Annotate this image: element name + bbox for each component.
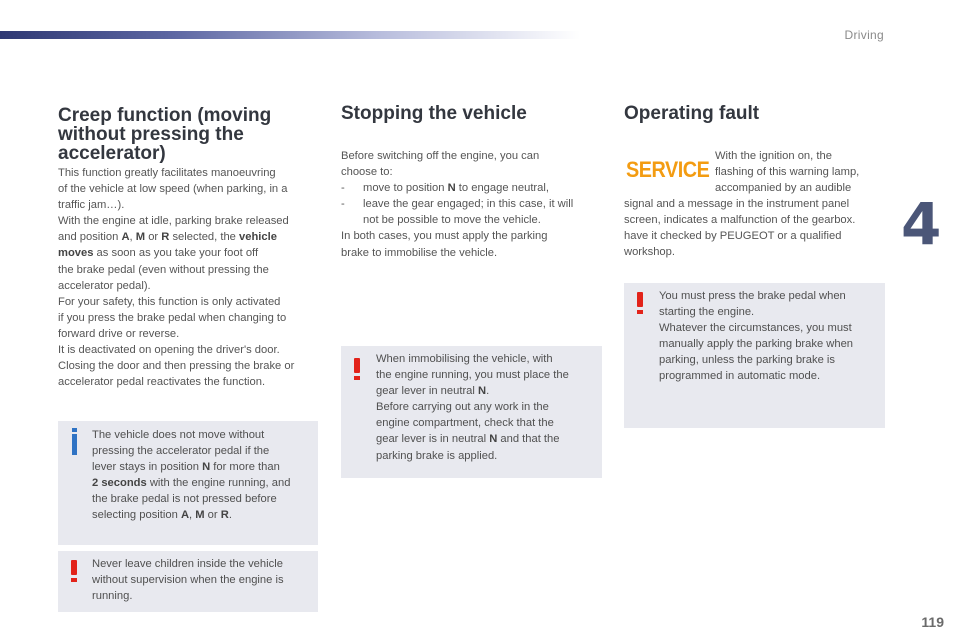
warning-line: parking brake is applied. [376,449,498,462]
fault-line: have it checked by PEUGEOT or a qualified [624,230,842,243]
header-accent-bar [0,31,580,39]
creep-line: moves as soon as you take your foot off [58,247,259,260]
info-line: The vehicle does not move without [92,429,265,441]
creep-title-line: without pressing the [58,124,244,145]
stopping-line: brake to immobilise the vehicle. [341,246,498,259]
stopping-line: not be possible to move the vehicle. [363,214,541,227]
creep-warning-box [58,551,318,612]
fault-warning-text [659,288,881,385]
creep-line: the brake pedal (even without pressing the [58,263,269,276]
warning-line: manually apply the parking brake when [659,338,854,351]
info-line: lever stays in position N for more than [92,461,280,474]
creep-line: forward drive or reverse. [58,327,180,340]
warning-line: engine compartment, check that the [376,417,554,430]
section-label: Driving [844,28,884,42]
stopping-warning-box [341,346,602,478]
creep-title-line: Creep function (moving [58,105,272,126]
fault-line: signal and a message in the instrument panel [624,198,850,210]
warning-icon [354,358,360,373]
stopping-line: Before switching off the engine, you can [341,150,540,162]
creep-line: With the engine at idle, parking brake released [58,215,289,228]
info-line: selecting position A, M or R. [92,509,232,522]
creep-line: if you press the brake pedal when changing to [58,311,287,324]
stopping-line: In both cases, you must apply the parking [341,230,548,243]
warning-line: running. [92,590,133,603]
warning-line: gear lever is in neutral N and that the [376,433,560,446]
warning-line: without supervision when the engine is [92,574,284,587]
stopping-list-item: - move to position N to engage neutral, [341,182,549,195]
fault-line: screen, indicates a malfunction of the gearbox. [624,214,856,227]
creep-line: traffic jam…). [58,199,125,212]
creep-line: accelerator pedal). [58,279,151,292]
fault-body [624,196,888,260]
page-number: 119 [921,614,944,630]
creep-warning-text [92,556,314,604]
creep-title [58,106,328,163]
warning-line: Never leave children inside the vehicle [92,558,283,570]
info-line: the brake pedal is not pressed before [92,493,277,506]
fault-line: workshop. [624,246,675,259]
creep-line: For your safety, this function is only activated [58,295,281,308]
warning-line: starting the engine. [659,306,755,319]
stopping-list-item: - leave the gear engaged; in this case, it will [341,198,574,211]
creep-line: Closing the door and then pressing the brake or [58,360,295,373]
warning-line: parking, unless the parking brake is [659,354,835,367]
creep-title-line: accelerator) [58,143,166,164]
warning-line: gear lever in neutral N. [376,385,490,398]
stopping-body [341,148,603,261]
fault-line: accompanied by an audible [715,182,852,195]
creep-line: accelerator pedal reactivates the function. [58,376,266,389]
info-icon [72,434,77,455]
fault-warning-box [624,283,885,428]
fault-title: Operating fault [624,103,760,124]
warning-line: When immobilising the vehicle, with [376,353,553,365]
warning-icon [71,560,77,575]
fault-line: With the ignition on, the [715,150,832,162]
stopping-title: Stopping the vehicle [341,103,527,124]
warning-line: Whatever the circumstances, you must [659,322,852,335]
fault-line: flashing of this warning lamp, [715,166,860,179]
service-warning-lamp-icon: SERVICE [626,157,710,182]
creep-line: This function greatly facilitates manoeuvring [58,167,276,179]
creep-line: of the vehicle at low speed (when parking, in a [58,183,288,196]
stopping-line: choose to: [341,166,393,179]
info-line: 2 seconds with the engine running, and [92,477,291,490]
creep-info-box [58,421,318,545]
chapter-number: 4 [901,190,942,258]
creep-body [58,165,328,390]
fault-body-top [715,148,887,196]
info-line: pressing the accelerator pedal if the [92,445,270,458]
creep-info-text [92,427,314,524]
creep-line: and position A, M or R selected, the vehicle [58,231,277,244]
warning-icon [637,292,643,307]
stopping-warning-text [376,351,598,464]
warning-line: You must press the brake pedal when [659,290,846,302]
warning-line: Before carrying out any work in the [376,401,549,414]
creep-line: It is deactivated on opening the driver's door. [58,344,280,357]
warning-line: programmed in automatic mode. [659,370,821,383]
warning-line: the engine running, you must place the [376,369,569,382]
